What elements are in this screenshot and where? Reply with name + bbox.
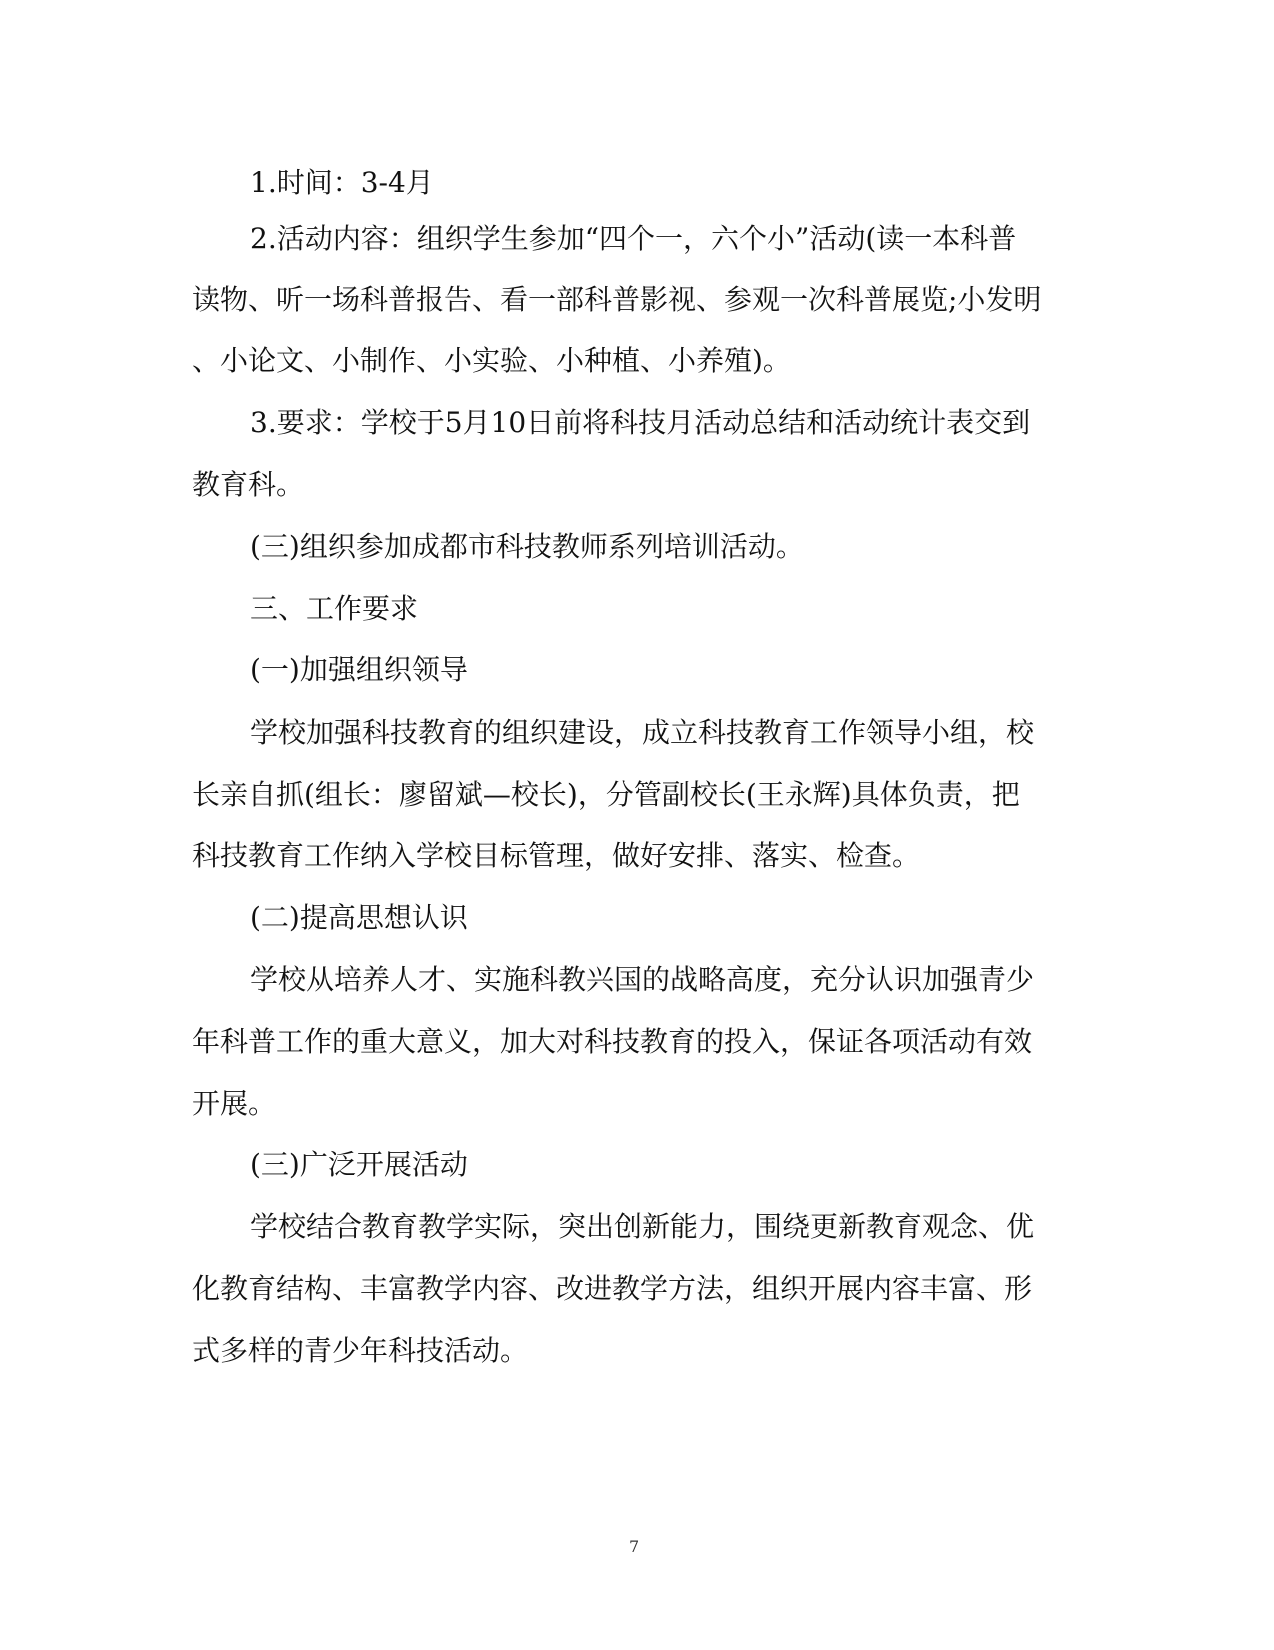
subsection-heading: (一)加强组织领导 xyxy=(250,653,468,686)
text-line: 1.时间：3-4月 xyxy=(250,166,434,199)
text-line: 学校结合教育教学实际，突出创新能力，围绕更新教育观念、优 xyxy=(250,1210,1035,1243)
text-line: 科技教育工作纳入学校目标管理，做好安排、落实、检查。 xyxy=(192,839,921,872)
subsection-heading: (三)广泛开展活动 xyxy=(250,1148,468,1181)
text-line: 教育科。 xyxy=(192,468,305,501)
subsection-heading: (二)提高思想认识 xyxy=(250,901,468,934)
section-heading: 三、工作要求 xyxy=(250,592,419,625)
text-line: 开展。 xyxy=(192,1087,277,1120)
text-line: 长亲自抓(组长：廖留斌—校长)，分管副校长(王永辉)具体负责，把 xyxy=(192,778,1020,811)
text-line: 2.活动内容：组织学生参加“四个一，六个小”活动(读一本科普 xyxy=(250,222,1017,255)
text-line: 式多样的青少年科技活动。 xyxy=(192,1334,529,1367)
page-number: 7 xyxy=(629,1537,640,1556)
text-line: 化教育结构、丰富教学内容、改进教学方法，组织开展内容丰富、形 xyxy=(192,1272,1033,1305)
text-line: 学校加强科技教育的组织建设，成立科技教育工作领导小组，校 xyxy=(250,716,1035,749)
text-line: 年科普工作的重大意义，加大对科技教育的投入，保证各项活动有效 xyxy=(192,1025,1033,1058)
text-line: 、小论文、小制作、小实验、小种植、小养殖)。 xyxy=(192,344,791,377)
text-line: 读物、听一场科普报告、看一部科普影视、参观一次科普展览;小发明 xyxy=(192,283,1042,316)
text-line: 学校从培养人才、实施科教兴国的战略高度，充分认识加强青少 xyxy=(250,963,1035,996)
text-line: 3.要求：学校于5月10日前将科技月活动总结和活动统计表交到 xyxy=(250,406,1031,439)
text-line: (三)组织参加成都市科技教师系列培训活动。 xyxy=(250,530,804,563)
